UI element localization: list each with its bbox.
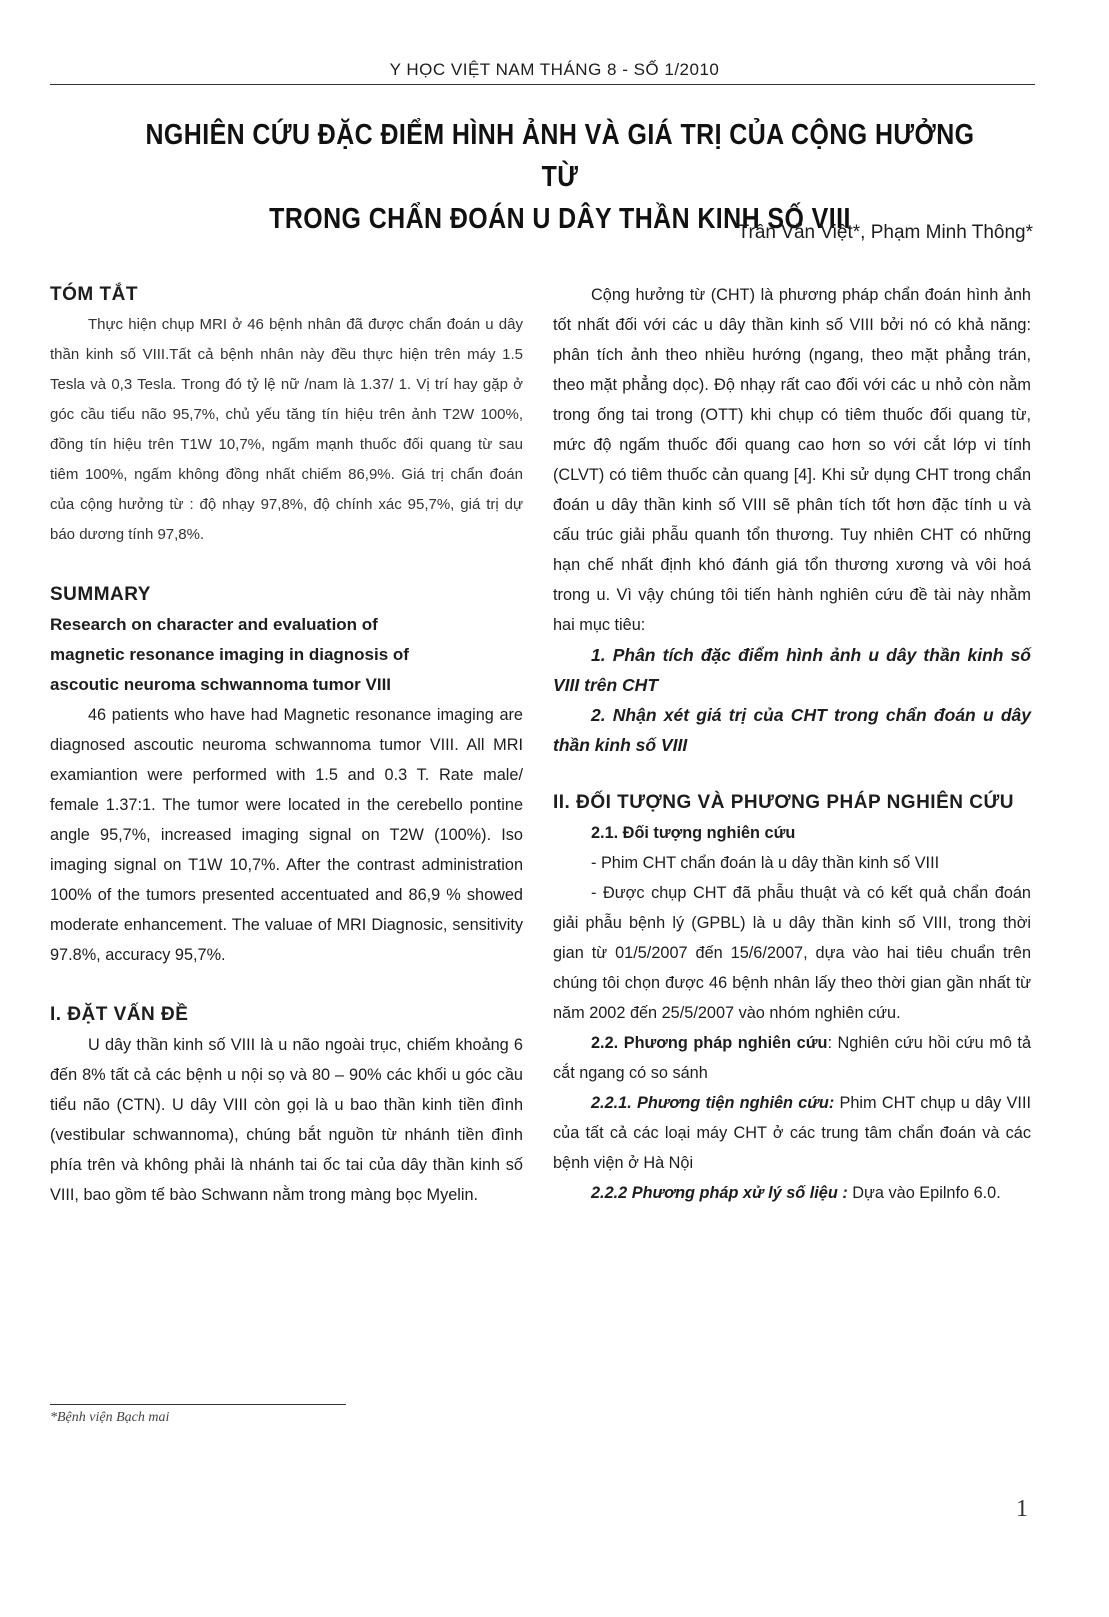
summary-title-line-1: Research on character and evaluation of [50,615,378,634]
subsection-2-1-item-1: - Phim CHT chẩn đoán là u dây thần kinh số VIII [591,854,940,872]
page-number: 1 [1016,1496,1028,1522]
authors: Trần Văn Việt*, Phạm Minh Thông* [737,222,1033,243]
right-column [553,280,1031,1208]
subsection-2-1-heading: 2.1. Đối tượng nghiên cứu [591,824,796,842]
subsection-2-2-2 [553,1178,1031,1208]
section-1-paragraph-2: Cộng hưởng từ (CHT) là phương pháp chẩn đoán hình ảnh tốt nhất đối với các u dây thần kinh số VIII bởi nó có khả năng: phân tích ảnh theo nhiều hướng (ngang, theo mặt phẳng trán, theo mặt phẳng dọc). Độ nhạy rất cao đối với các u nhỏ còn nằm trong ống tai trong (OTT) khi chụp có tiêm thuốc đối quang từ, mức độ ngấm thuốc đối quang cao hơn so với cắt lớp vi tính (CLVT) có tiêm thuốc cản quang [4]. Khi sử dụng CHT trong chẩn đoán u dây thần kinh số VIII sẽ phân tích tốt hơn đặc tính u và cấu trúc giải phẫu quanh tổn thương. Tuy nhiên CHT có những hạn chế nhất định khó đánh giá tổn thương xương và vôi hoá trong u. Vì vậy chúng tôi tiến hành nghiên cứu đề tài này nhằm hai mục tiêu: [553,286,1031,634]
summary-text: 46 patients who have had Magnetic resonance imaging are diagnosed ascoutic neuroma schwannoma tumor VIII. All MRI examiantion were performed with 1.5 and 0.3 T. Rate male/ female 1.37:1. The tumor were located in the cerebello pontine angle 95,7%, increased imaging signal on T2W (100%). Iso imaging signal on T1W 10,7%. After the contrast administration 100% of the tumors presented accentuated and 86,9 % showed moderate enhancement. The valuae of MRI Diagnosic, sensitivity 97.8%, accuracy 95,7%. [50,706,523,964]
section-1-heading: I. ĐẶT VẤN ĐỀ [50,1004,189,1025]
journal-header: Y HỌC VIỆT NAM THÁNG 8 - SỐ 1/2010 [389,60,720,79]
abstract-heading: TÓM TẮT [50,284,138,305]
title-line-2: TRONG CHẨN ĐOÁN U DÂY THẦN KINH SỐ VIII [269,203,851,235]
abstract-text: Thực hiện chụp MRI ở 46 bệnh nhân đã được chẩn đoán u dây thần kinh số VIII.Tất cả bệnh nhân này đều thực hiện trên máy 1.5 Tesla và 0,3 Tesla. Trong đó tỷ lệ nữ /nam là 1.37/ 1. Vị trí hay gặp ở góc cầu tiểu não 95,7%, chủ yếu tăng tín hiệu trên ảnh T2W 100%, đồng tín hiệu trên T1W 10,7%, ngấm mạnh thuốc đối quang từ sau tiêm 100%, ngấm không đồng nhất chiếm 86,9%. Giá trị chẩn đoán của cộng hưởng từ : độ nhạy 97,8%, độ chính xác 95,7%, giá trị dự báo dương tính 97,8%. [50,316,523,543]
objective-2: 2. Nhận xét giá trị của CHT trong chẩn đoán u dây thần kinh số VIII [553,705,1031,755]
footnote: *Bệnh viện Bạch mai [50,1410,170,1425]
subsection-2-2-1-text: Phim CHT chụp u dây VIII của tất cả các loại máy CHT ở các trung tâm chẩn đoán và các bệnh viện ở Hà Nội [553,1094,1031,1172]
subsection-2-2-1-label: 2.2.1. Phương tiện nghiên cứu: [591,1094,835,1112]
objective-1: 1. Phân tích đặc điểm hình ảnh u dây thần kinh số VIII trên CHT [553,645,1031,695]
subsection-2-2-2-text: Dựa vào Epilnfo 6.0. [847,1184,1001,1202]
subsection-2-2 [553,1028,1031,1088]
subsection-2-2-1 [553,1088,1031,1178]
left-column [50,280,523,1210]
section-2-heading: II. ĐỐI TƯỢNG VÀ PHƯƠNG PHÁP NGHIÊN CỨU [553,792,1014,813]
subsection-2-2-label: 2.2. Phương pháp nghiên cứu [591,1034,828,1052]
section-1-paragraph-1: U dây thần kinh số VIII là u não ngoài trục, chiếm khoảng 6 đến 8% tất cả các bệnh u nội sọ và 80 – 90% các khối u góc cầu tiểu não (CTN). U dây VIII còn gọi là u bao thần kinh tiền đình (vestibular schwannoma), chúng bắt nguồn từ nhánh tiền đình phía trên và không phải là nhánh tai ốc tai của dây thần kinh số VIII, bao gồm tế bào Schwann nằm trong màng bọc Myelin. [50,1036,523,1204]
subsection-2-2-text: : Nghiên cứu hồi cứu mô tả cắt ngang có so sánh [553,1034,1031,1082]
header-rule [50,84,1035,85]
footnote-rule [50,1404,346,1405]
summary-heading: SUMMARY [50,584,151,605]
subsection-2-1-item-2: - Được chụp CHT đã phẫu thuật và có kết quả chẩn đoán giải phẫu bệnh lý (GPBL) là u dây thần kinh số VIII, trong thời gian từ 01/5/2007 đến 15/6/2007, dựa vào hai tiêu chuẩn trên chúng tôi chọn được 46 bệnh nhân lấy theo thời gian gần nhất từ năm 2002 đến 25/5/2007 vào nhóm nghiên cứu. [553,884,1031,1022]
title-line-1: NGHIÊN CỨU ĐẶC ĐIỂM HÌNH ẢNH VÀ GIÁ TRỊ CỦA CỘNG HƯỞNG TỪ [145,119,975,193]
summary-title-line-3: ascoutic neuroma schwannoma tumor VIII [50,675,392,694]
subsection-2-2-2-label: 2.2.2 Phương pháp xử lý số liệu : [591,1184,848,1202]
summary-title-line-2: magnetic resonance imaging in diagnosis of [50,645,409,664]
